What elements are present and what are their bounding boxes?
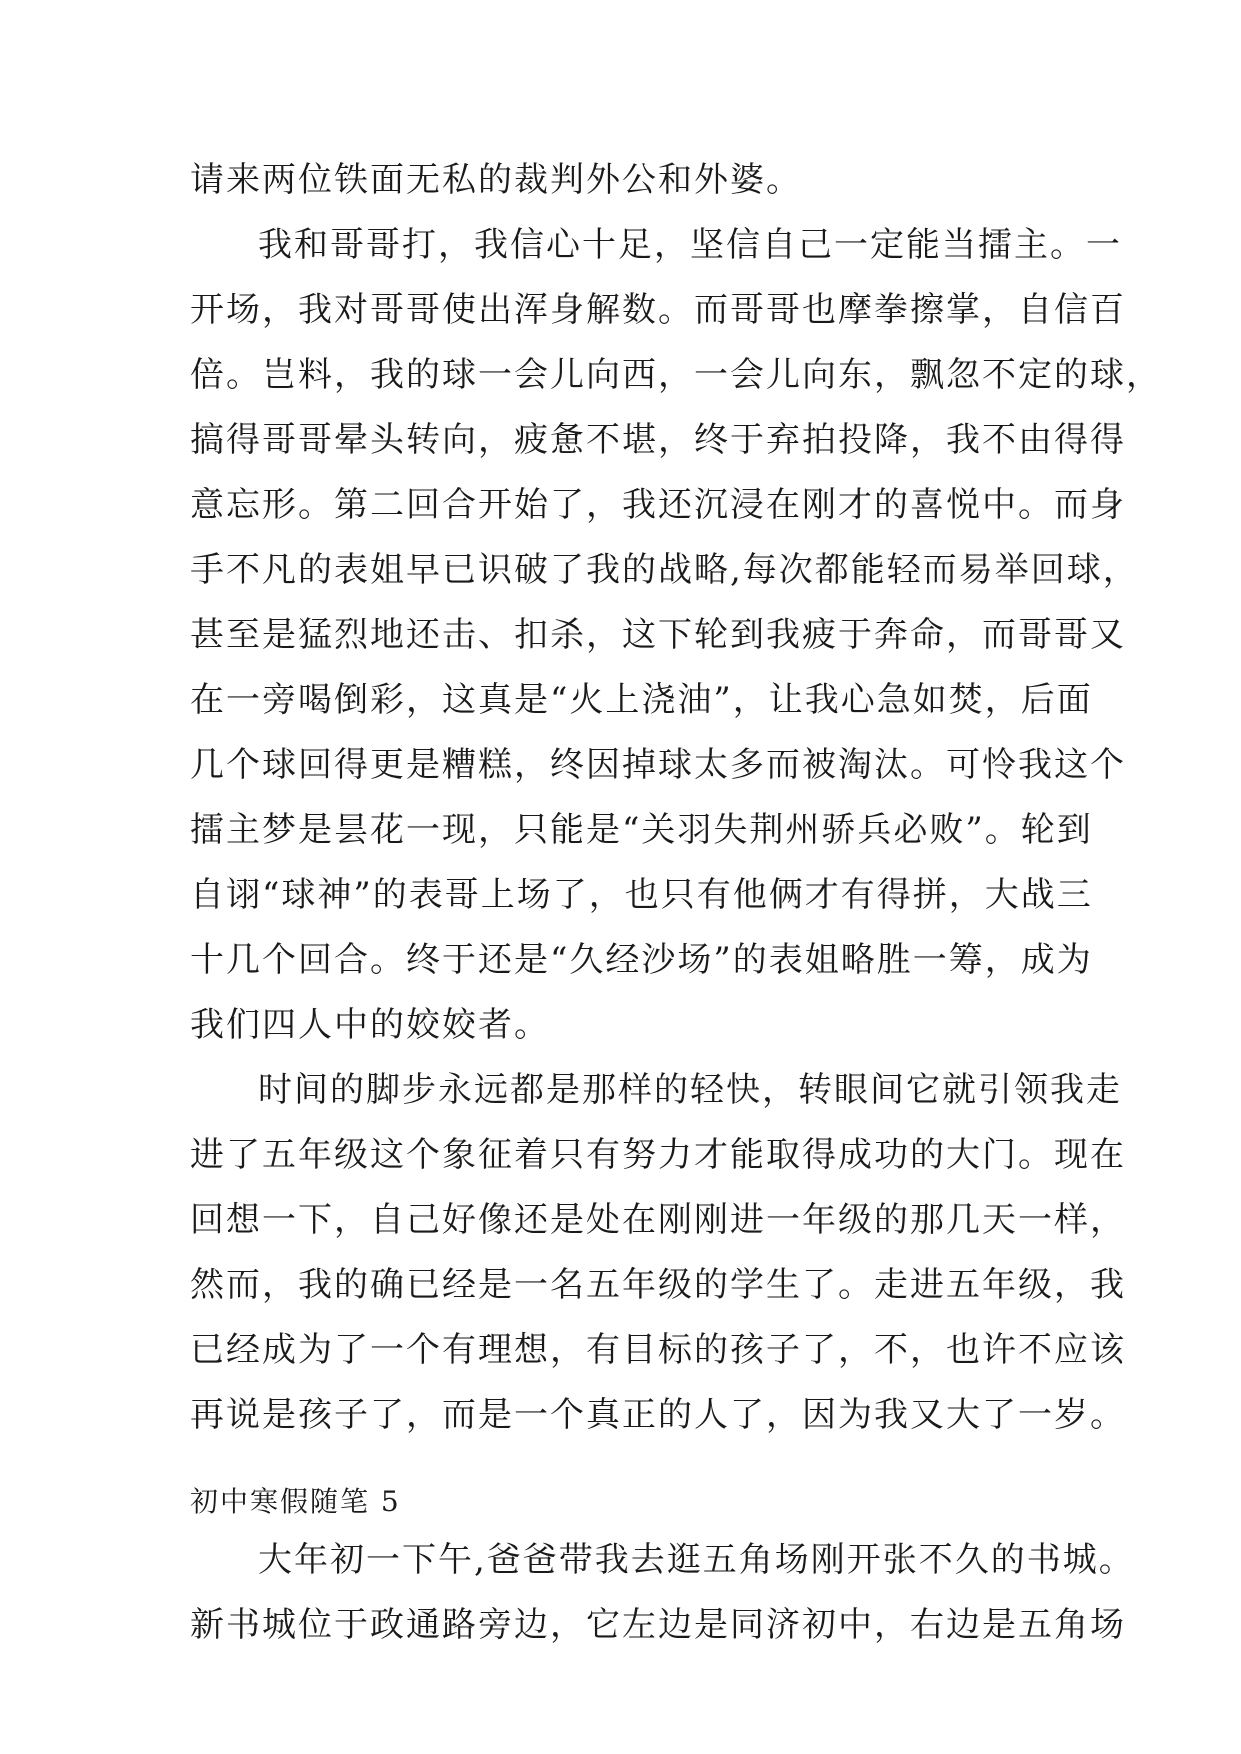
text-line: 意忘形。第二回合开始了，我还沉浸在刚才的喜悦中。而身 xyxy=(190,485,1126,525)
text-line: 几个球回得更是糟糕，终因掉球太多而被淘汰。可怜我这个 xyxy=(190,745,1126,785)
text-line: 进了五年级这个象征着只有努力才能取得成功的大门。现在 xyxy=(190,1135,1126,1175)
text-line: 大年初一下午,爸爸带我去逛五角场刚开张不久的书城。 xyxy=(258,1540,1135,1580)
text-line: 回想一下，自己好像还是处在刚刚进一年级的那几天一样， xyxy=(190,1200,1126,1240)
text-line: 然而，我的确已经是一名五年级的学生了。走进五年级，我 xyxy=(190,1265,1126,1305)
text-line: 倍。岂料，我的球一会儿向西，一会儿向东，飘忽不定的球， xyxy=(190,355,1162,395)
text-line: 开场，我对哥哥使出浑身解数。而哥哥也摩拳擦掌，自信百 xyxy=(190,290,1126,330)
text-line: 新书城位于政通路旁边，它左边是同济初中，右边是五角场 xyxy=(190,1605,1126,1645)
text-line: 在一旁喝倒彩，这真是“火上浇油”，让我心急如焚，后面 xyxy=(190,680,1093,720)
section-heading: 初中寒假随笔 5 xyxy=(190,1485,401,1518)
text-line: 搞得哥哥晕头转向，疲惫不堪，终于弃拍投降，我不由得得 xyxy=(190,420,1126,460)
text-line: 我们四人中的姣姣者。 xyxy=(190,1005,550,1045)
text-line: 我和哥哥打，我信心十足，坚信自己一定能当擂主。一 xyxy=(258,225,1122,265)
text-line: 手不凡的表姐早已识破了我的战略,每次都能轻而易举回球， xyxy=(190,550,1139,590)
text-line: 已经成为了一个有理想，有目标的孩子了，不，也许不应该 xyxy=(190,1330,1126,1370)
text-line: 请来两位铁面无私的裁判外公和外婆。 xyxy=(190,160,802,200)
text-line: 擂主梦是昙花一现，只能是“关羽失荆州骄兵必败”。轮到 xyxy=(190,810,1093,850)
text-line: 再说是孩子了，而是一个真正的人了，因为我又大了一岁。 xyxy=(190,1395,1126,1435)
text-line: 甚至是猛烈地还击、扣杀，这下轮到我疲于奔命，而哥哥又 xyxy=(190,615,1126,655)
text-line: 自诩“球神”的表哥上场了，也只有他俩才有得拼，大战三 xyxy=(190,875,1093,915)
text-line: 十几个回合。终于还是“久经沙场”的表姐略胜一筹，成为 xyxy=(190,940,1093,980)
text-line: 时间的脚步永远都是那样的轻快，转眼间它就引领我走 xyxy=(258,1070,1122,1110)
